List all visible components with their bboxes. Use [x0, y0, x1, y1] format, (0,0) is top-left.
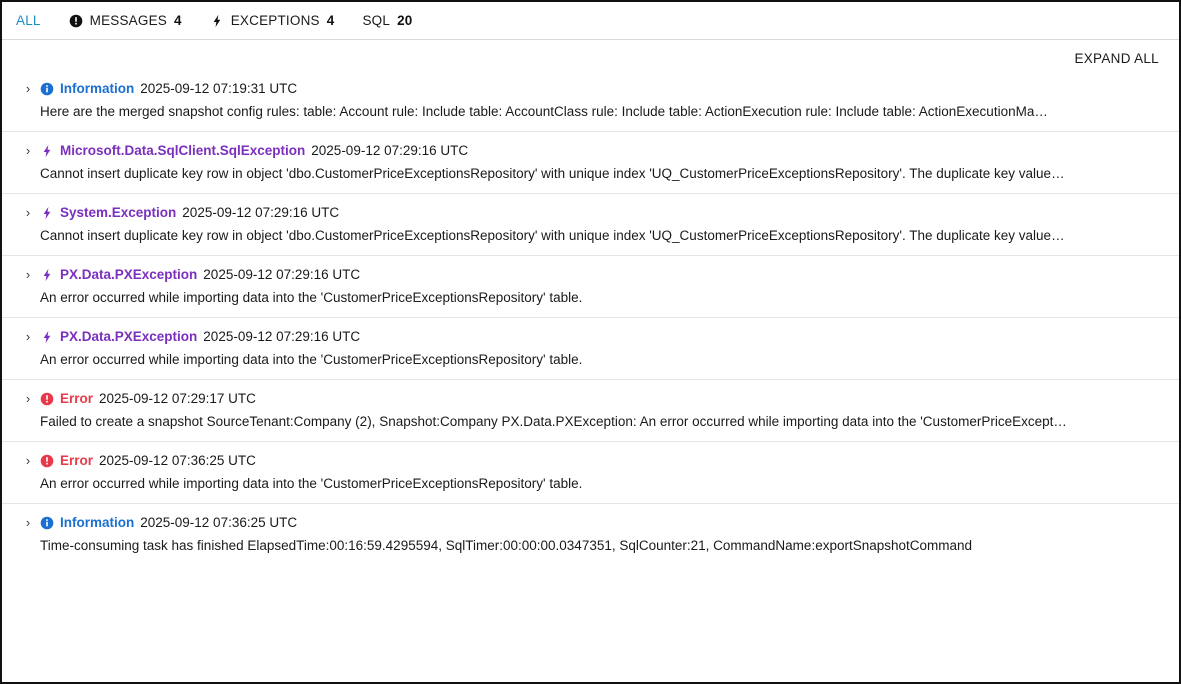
log-list — [2, 70, 1179, 565]
log-timestamp: 2025-09-12 07:29:16 UTC — [311, 143, 469, 158]
lightning-bolt-icon — [40, 206, 54, 220]
chevron-right-icon[interactable]: › — [25, 515, 31, 530]
log-entry-header — [22, 390, 1161, 408]
log-timestamp: 2025-09-12 07:19:31 UTC — [140, 81, 298, 96]
tab-exceptions-label: EXCEPTIONS — [230, 13, 320, 28]
log-timestamp: 2025-09-12 07:36:25 UTC — [99, 453, 256, 468]
log-severity-label: PX.Data.PXException — [60, 329, 198, 344]
log-entry — [2, 442, 1179, 504]
chevron-right-icon[interactable]: › — [25, 143, 31, 158]
log-message: Cannot insert duplicate key row in object 'dbo.CustomerPriceExceptionsRepository' with unique index 'UQ_CustomerPriceExceptionsRepository'. The duplicate key value… — [40, 228, 1065, 243]
log-entry-header — [22, 80, 1161, 98]
log-message: An error occurred while importing data into the 'CustomerPriceExceptionsRepository' table. — [40, 290, 583, 305]
log-entry — [2, 194, 1179, 256]
log-entry — [2, 504, 1179, 565]
log-severity-label: Error — [60, 391, 94, 406]
lightning-bolt-icon — [40, 268, 54, 282]
log-entry-header — [22, 142, 1161, 160]
log-message: Cannot insert duplicate key row in object 'dbo.CustomerPriceExceptionsRepository' with unique index 'UQ_CustomerPriceExceptionsRepository'. The duplicate key value… — [40, 166, 1065, 181]
log-message: Time-consuming task has finished ElapsedTime:00:16:59.4295594, SqlTimer:00:00:00.0347351, SqlCounter:21, CommandName:exportSnapshotCommand — [40, 538, 973, 553]
lightning-bolt-icon — [40, 144, 54, 158]
lightning-bolt-icon — [210, 14, 224, 28]
log-severity-label: Microsoft.Data.SqlClient.SqlException — [60, 143, 306, 158]
tab-all[interactable] — [16, 2, 55, 39]
log-severity-label: PX.Data.PXException — [60, 267, 198, 282]
chevron-right-icon[interactable]: › — [25, 267, 31, 282]
chevron-right-icon[interactable]: › — [25, 391, 31, 406]
log-timestamp: 2025-09-12 07:29:16 UTC — [203, 267, 361, 282]
log-entry — [2, 70, 1179, 132]
log-message: An error occurred while importing data into the 'CustomerPriceExceptionsRepository' table. — [40, 352, 583, 367]
log-severity-label: Error — [60, 453, 94, 468]
tab-messages-label: MESSAGES — [89, 13, 167, 28]
log-timestamp: 2025-09-12 07:29:16 UTC — [182, 205, 340, 220]
expand-all-button[interactable]: EXPAND ALL — [1074, 50, 1159, 66]
chevron-right-icon[interactable]: › — [25, 205, 31, 220]
expand-all-row — [2, 40, 1179, 70]
log-entry — [2, 256, 1179, 318]
info-circle-icon — [40, 82, 54, 96]
tab-sql[interactable] — [362, 2, 426, 39]
log-entry-header — [22, 266, 1161, 284]
log-message: Failed to create a snapshot SourceTenant:Company (2), Snapshot:Company PX.Data.PXException: An error occurred while importing data into the 'CustomerPriceExcept… — [40, 414, 1067, 429]
log-message: Here are the merged snapshot config rules: table: Account rule: Include table: AccountClass rule: Include table: ActionExecution rule: Include table: ActionExecutionMa… — [40, 104, 1048, 119]
tab-exceptions[interactable] — [210, 2, 349, 39]
chevron-right-icon[interactable]: › — [25, 81, 31, 96]
log-entry-header — [22, 204, 1161, 222]
tab-exceptions-count: 4 — [326, 13, 335, 28]
log-entry — [2, 132, 1179, 194]
log-message: An error occurred while importing data into the 'CustomerPriceExceptionsRepository' table. — [40, 476, 583, 491]
exclamation-circle-icon — [69, 14, 83, 28]
tab-all-label: ALL — [16, 13, 41, 28]
tab-sql-label: SQL — [362, 13, 391, 28]
tab-sql-count: 20 — [397, 13, 413, 28]
info-circle-icon — [40, 516, 54, 530]
tab-messages[interactable] — [69, 2, 196, 39]
exclamation-circle-icon — [40, 392, 54, 406]
log-timestamp: 2025-09-12 07:36:25 UTC — [140, 515, 298, 530]
exclamation-circle-icon — [40, 454, 54, 468]
log-severity-label: Information — [60, 515, 135, 530]
tab-bar — [2, 2, 1179, 40]
chevron-right-icon[interactable]: › — [25, 453, 31, 468]
chevron-right-icon[interactable]: › — [25, 329, 31, 344]
log-entry-header — [22, 452, 1161, 470]
log-timestamp: 2025-09-12 07:29:16 UTC — [203, 329, 361, 344]
tab-messages-count: 4 — [174, 13, 182, 28]
log-entry-header — [22, 328, 1161, 346]
log-entry-header — [22, 514, 1161, 532]
log-severity-label: System.Exception — [60, 205, 177, 220]
log-entry — [2, 380, 1179, 442]
log-timestamp: 2025-09-12 07:29:17 UTC — [99, 391, 256, 406]
log-severity-label: Information — [60, 81, 135, 96]
log-entry — [2, 318, 1179, 380]
lightning-bolt-icon — [40, 330, 54, 344]
